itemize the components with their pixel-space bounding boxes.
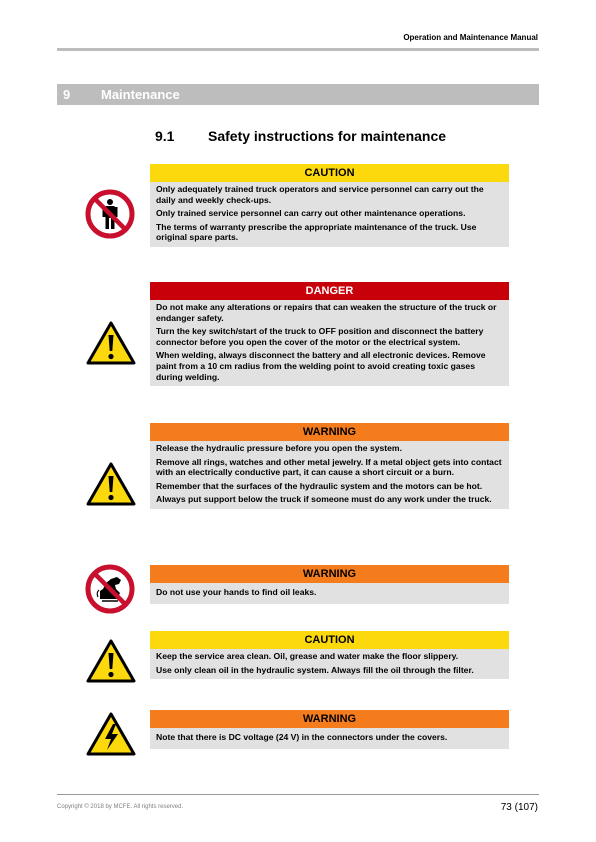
caution-notice bbox=[150, 631, 509, 679]
notice-paragraph: Only adequately trained truck operators and service personnel can carry out the daily and weekly check-ups. bbox=[156, 184, 484, 205]
notice-paragraph: Do not use your hands to find oil leaks. bbox=[156, 587, 317, 597]
notice-body bbox=[150, 182, 509, 247]
section-number: 9.1 bbox=[155, 128, 175, 144]
chapter-title: Maintenance bbox=[101, 87, 180, 102]
notice-paragraph: Note that there is DC voltage (24 V) in the connectors under the covers. bbox=[156, 732, 448, 742]
header-title: Operation and Maintenance Manual bbox=[403, 33, 538, 42]
notice-header: CAUTION bbox=[150, 631, 509, 649]
notice-paragraph: Release the hydraulic pressure before you open the system. bbox=[156, 443, 402, 453]
notice-paragraph: The terms of warranty prescribe the appropriate maintenance of the truck. Use original spare parts. bbox=[156, 221, 477, 243]
notice-paragraph: Use only clean oil in the hydraulic system. Always fill the oil through the filter. bbox=[156, 664, 474, 675]
notice-body bbox=[150, 728, 509, 749]
warning-notice bbox=[150, 423, 509, 509]
footer-copyright: Copyright © 2018 by MCFE. All rights reserved. bbox=[57, 804, 184, 810]
caution-notice bbox=[150, 164, 509, 247]
notice-body bbox=[150, 300, 509, 386]
warning-triangle-icon bbox=[85, 320, 137, 366]
notice-header: WARNING bbox=[150, 710, 509, 728]
no-unauthorized-persons-icon bbox=[84, 188, 136, 240]
notice-paragraph: Remember that the surfaces of the hydraulic system and the motors can be hot. bbox=[156, 480, 483, 491]
notice-body bbox=[150, 649, 509, 679]
notice-paragraph: Turn the key switch/start of the truck to OFF position and disconnect the battery connector before you open the cover of the motor or the electrical system. bbox=[156, 326, 484, 347]
notice-body bbox=[150, 441, 509, 509]
warning-triangle-icon bbox=[85, 638, 137, 684]
notice-header: DANGER bbox=[150, 282, 509, 300]
warning-notice bbox=[150, 710, 509, 749]
electrical-hazard-icon bbox=[85, 711, 137, 757]
no-touching-icon bbox=[84, 563, 136, 615]
chapter-number: 9 bbox=[63, 87, 71, 102]
footer-divider bbox=[57, 794, 539, 795]
notice-paragraph: When welding, always disconnect the battery and all electronic devices. Remove paint from a 10 cm radius from the welding point to avoid creating toxic gases during welding. bbox=[156, 350, 486, 382]
danger-notice bbox=[150, 282, 509, 386]
notice-header: CAUTION bbox=[150, 164, 509, 182]
header-divider bbox=[57, 48, 539, 51]
notice-paragraph: Only trained service personnel can carry out other maintenance operations. bbox=[156, 208, 466, 219]
notice-header: WARNING bbox=[150, 423, 509, 441]
warning-triangle-icon bbox=[85, 461, 137, 507]
notice-paragraph: Keep the service area clean. Oil, grease and water make the floor slippery. bbox=[156, 651, 459, 661]
notice-paragraph: Do not make any alterations or repairs that can weaken the structure of the truck or endanger safety. bbox=[156, 302, 497, 323]
notice-paragraph: Always put support below the truck if someone must do any work under the truck. bbox=[156, 494, 492, 505]
notice-header: WARNING bbox=[150, 565, 509, 583]
chapter-heading bbox=[57, 84, 539, 105]
section-title: Safety instructions for maintenance bbox=[208, 128, 447, 144]
notice-body bbox=[150, 583, 509, 604]
page-number: 73 (107) bbox=[500, 802, 538, 813]
warning-notice bbox=[150, 565, 509, 604]
notice-paragraph: Remove all rings, watches and other metal jewelry. If a metal object gets into contact with an electrically conductive part, it can cause a short circuit or a burn. bbox=[156, 456, 502, 478]
